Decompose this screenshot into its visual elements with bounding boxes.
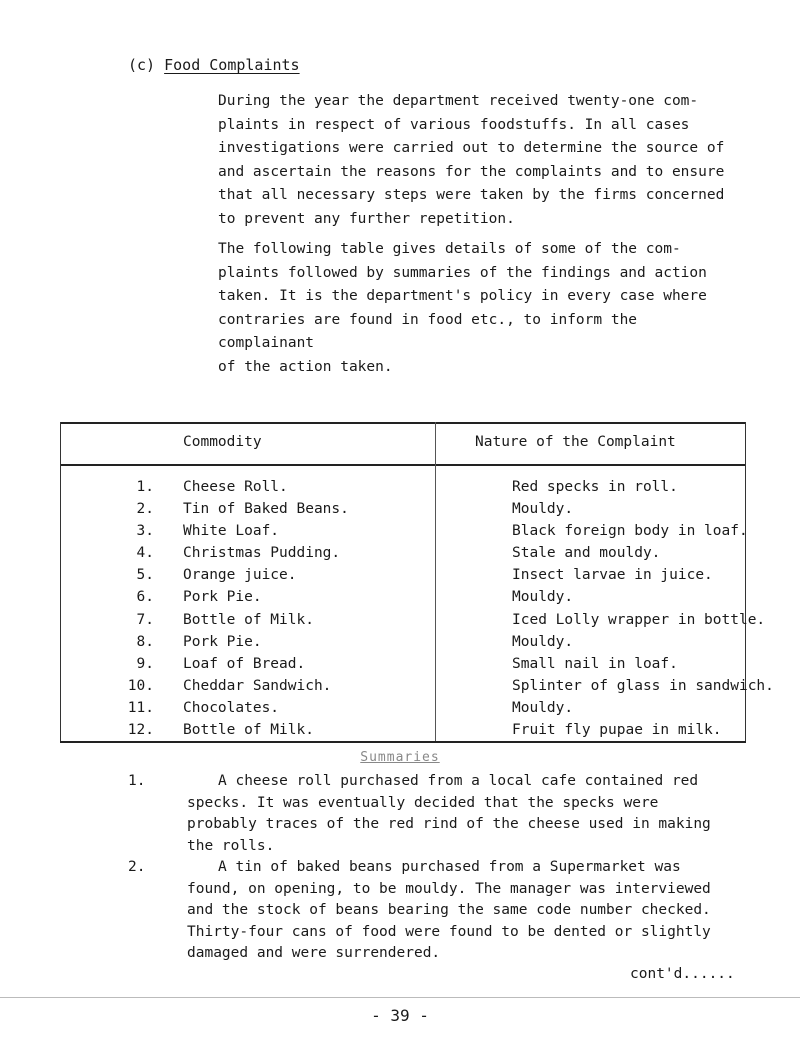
row-complaint: Black foreign body in loaf. bbox=[512, 523, 748, 540]
row-number: 12. bbox=[127, 722, 154, 738]
continued-note: cont'd...... bbox=[630, 966, 735, 982]
summary-line: A tin of baked beans purchased from a Supermarket was bbox=[218, 859, 681, 875]
section-title: Food Complaints bbox=[164, 56, 300, 74]
paragraph-line: that all necessary steps were taken by the firms concerned bbox=[218, 187, 725, 203]
page-number: - 39 - bbox=[371, 1006, 429, 1025]
row-commodity: Bottle of Milk. bbox=[183, 722, 314, 738]
row-complaint: Insect larvae in juice. bbox=[512, 567, 713, 584]
intro-paragraph bbox=[218, 90, 738, 231]
summary-item-2 bbox=[128, 857, 748, 965]
summary-number: 2. bbox=[128, 859, 146, 875]
row-complaint: Mouldy. bbox=[512, 699, 574, 716]
column-header-commodity: Commodity bbox=[183, 434, 262, 450]
row-commodity: Christmas Pudding. bbox=[183, 545, 341, 562]
paragraph-line: contraries are found in food etc., to inform the complainant bbox=[218, 311, 638, 351]
table-row bbox=[60, 722, 746, 748]
table-header-rule bbox=[60, 464, 746, 466]
row-number: 8. bbox=[136, 633, 154, 650]
row-number: 4. bbox=[136, 545, 154, 562]
summary-line: damaged and were surrendered. bbox=[187, 945, 441, 961]
section-label: (c) bbox=[128, 56, 156, 74]
row-number: 2. bbox=[136, 501, 154, 518]
paragraph-line: of the action taken. bbox=[218, 358, 393, 375]
row-number: 10. bbox=[127, 677, 154, 694]
row-number: 11. bbox=[127, 699, 154, 716]
section-heading bbox=[128, 56, 300, 74]
row-complaint: Stale and mouldy. bbox=[512, 545, 661, 562]
row-commodity: Tin of Baked Beans. bbox=[183, 501, 349, 518]
summary-line: A cheese roll purchased from a local cafe contained red bbox=[218, 773, 699, 789]
summary-line: specks. It was eventually decided that the specks were bbox=[187, 794, 659, 811]
row-number: 9. bbox=[136, 655, 154, 672]
row-number: 3. bbox=[136, 523, 154, 540]
row-number: 7. bbox=[136, 611, 154, 628]
row-commodity: Bottle of Milk. bbox=[183, 611, 314, 628]
row-complaint: Fruit fly pupae in milk. bbox=[512, 722, 722, 738]
summary-line: found, on opening, to be mouldy. The manager was interviewed bbox=[187, 880, 711, 897]
table-top-rule bbox=[60, 422, 746, 424]
summary-line: the rolls. bbox=[187, 837, 275, 854]
row-commodity: Chocolates. bbox=[183, 699, 280, 716]
paragraph-line: investigations were carried out to determine the source of bbox=[218, 140, 725, 156]
row-complaint: Small nail in loaf. bbox=[512, 655, 678, 672]
table-intro-paragraph bbox=[218, 238, 738, 379]
row-commodity: Pork Pie. bbox=[183, 633, 262, 650]
row-number: 6. bbox=[136, 589, 154, 606]
summary-line: probably traces of the red rind of the cheese used in making bbox=[187, 816, 711, 832]
row-complaint: Iced Lolly wrapper in bottle. bbox=[512, 611, 766, 628]
paragraph-line: and ascertain the reasons for the complaints and to ensure bbox=[218, 163, 725, 180]
row-number: 5. bbox=[136, 567, 154, 584]
paragraph-line: During the year the department received twenty-one com- bbox=[218, 93, 699, 109]
row-commodity: Orange juice. bbox=[183, 567, 297, 584]
summary-line: Thirty-four cans of food were found to be dented or slightly bbox=[187, 923, 711, 940]
footer-rule bbox=[0, 997, 800, 998]
row-complaint: Splinter of glass in sandwich. bbox=[512, 677, 774, 694]
paragraph-line: The following table gives details of some of the com- bbox=[218, 241, 681, 257]
row-commodity: Cheddar Sandwich. bbox=[183, 677, 332, 694]
column-header-nature: Nature of the Complaint bbox=[475, 434, 676, 450]
paragraph-line: plaints followed by summaries of the findings and action bbox=[218, 264, 707, 281]
row-complaint: Mouldy. bbox=[512, 589, 574, 606]
row-commodity: White Loaf. bbox=[183, 523, 280, 540]
row-commodity: Pork Pie. bbox=[183, 589, 262, 606]
summaries-title: Summaries bbox=[360, 750, 440, 765]
row-complaint: Mouldy. bbox=[512, 633, 574, 650]
row-complaint: Red specks in roll. bbox=[512, 479, 678, 495]
row-commodity: Loaf of Bread. bbox=[183, 655, 306, 672]
paragraph-line: plaints in respect of various foodstuffs. In all cases bbox=[218, 116, 690, 133]
paragraph-line: to prevent any further repetition. bbox=[218, 210, 515, 227]
summary-number: 1. bbox=[128, 773, 146, 789]
paragraph-line: taken. It is the department's policy in every case where bbox=[218, 288, 707, 304]
summary-line: and the stock of beans bearing the same code number checked. bbox=[187, 902, 711, 918]
row-number: 1. bbox=[136, 479, 154, 495]
summary-item-1 bbox=[128, 771, 748, 857]
row-complaint: Mouldy. bbox=[512, 501, 574, 518]
row-commodity: Cheese Roll. bbox=[183, 479, 288, 495]
